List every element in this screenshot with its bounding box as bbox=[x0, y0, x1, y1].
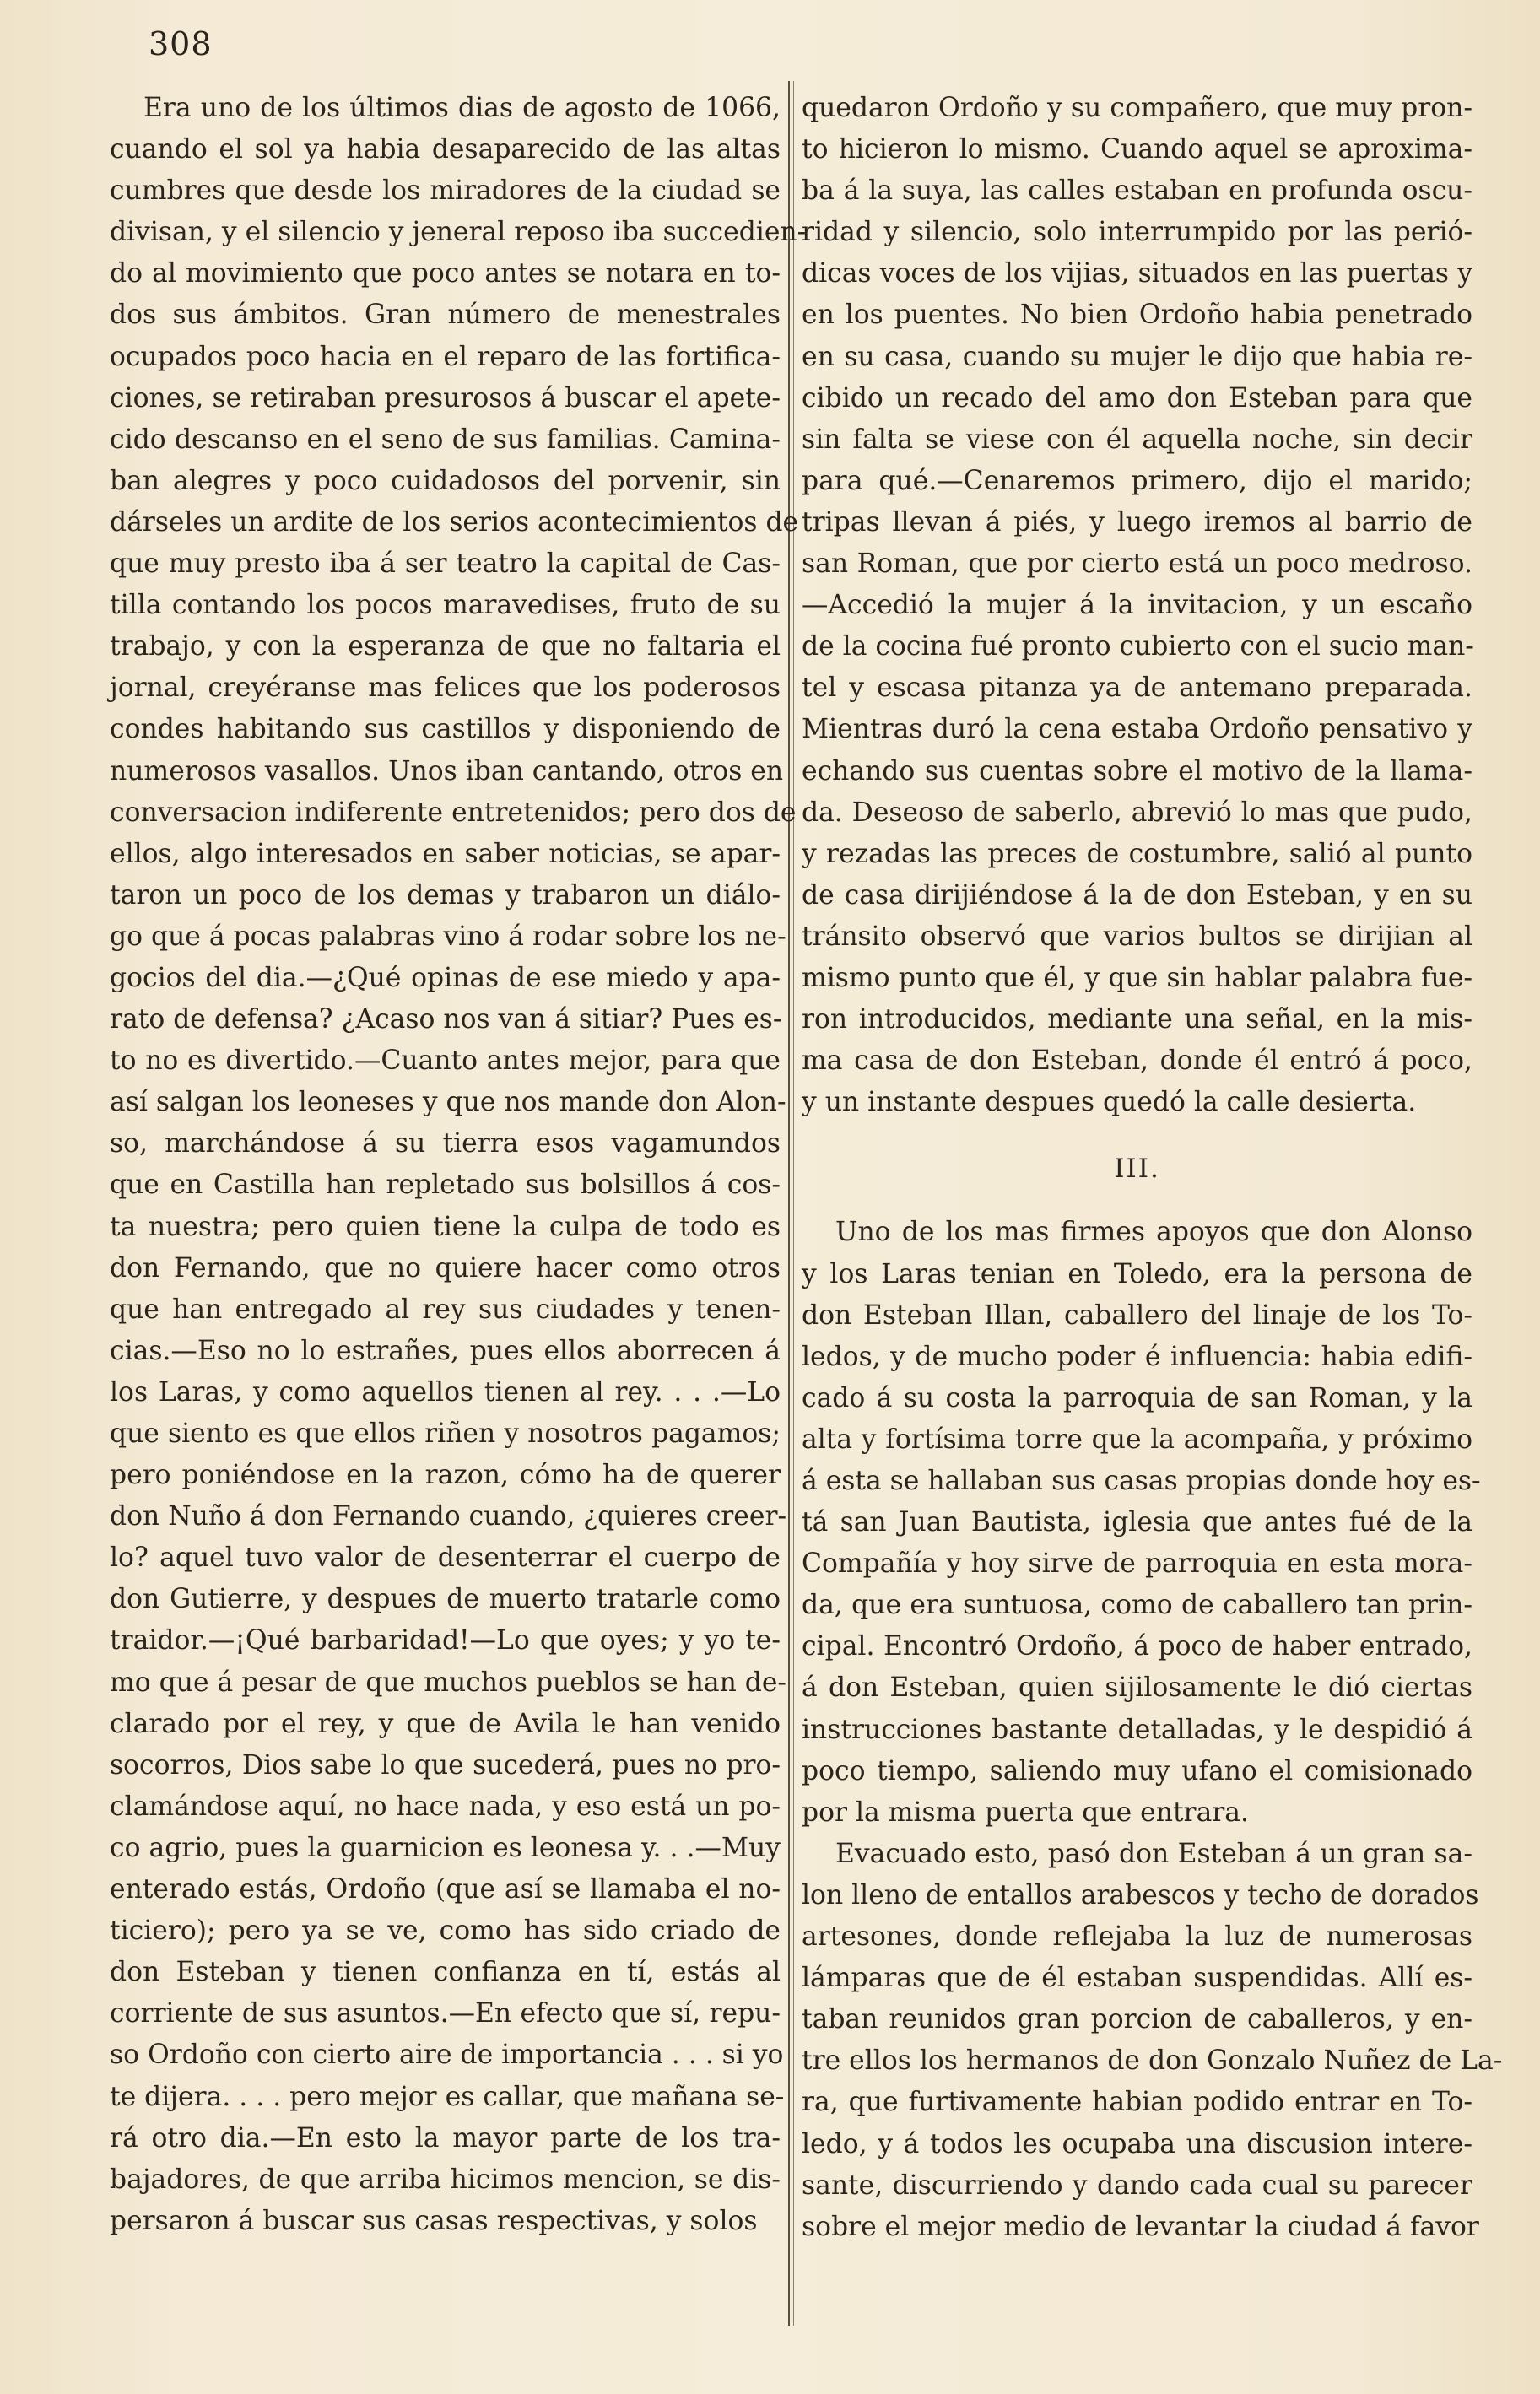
page-number: 308 bbox=[149, 25, 213, 62]
text-line: Uno de los mas firmes apoyos que don Alonso bbox=[835, 1217, 1472, 1248]
text-line: Compañía y hoy sirve de parroquia en esta mora- bbox=[802, 1548, 1472, 1580]
text-line: Evacuado esto, pasó don Esteban á un gran sa- bbox=[835, 1838, 1472, 1869]
text-line: ledo, y á todos les ocupaba una discusion intere- bbox=[802, 2128, 1472, 2159]
text-line: ledos, y de mucho poder é influencia: habia edifi- bbox=[802, 1341, 1472, 1372]
text-line: ma casa de don Esteban, donde él entró á poco, bbox=[802, 1046, 1472, 1077]
text-line: poco tiempo, saliendo muy ufano el comisionado bbox=[802, 1755, 1472, 1786]
text-line: cias.—Eso no lo estrañes, pues ellos aborrecen á bbox=[110, 1335, 781, 1366]
text-line: socorros, Dios sabe lo que sucederá, pues no pro- bbox=[110, 1749, 781, 1781]
text-line: sobre el mejor medio de levantar la ciudad á favor bbox=[802, 2211, 1479, 2242]
text-line: alta y fortísima torre que la acompaña, y próximo bbox=[802, 1424, 1472, 1455]
text-line: —Accedió la mujer á la invitacion, y un escaño bbox=[802, 590, 1472, 621]
text-line: cumbres que desde los miradores de la ciudad se bbox=[110, 176, 781, 207]
text-line: á esta se hallaban sus casas propias donde hoy es- bbox=[802, 1466, 1481, 1496]
text-line: pero poniéndose en la razon, cómo ha de querer bbox=[110, 1460, 781, 1491]
text-line: los Laras, y como aquellos tienen al rey. . . .—Lo bbox=[110, 1376, 781, 1408]
text-line: ridad y silencio, solo interrumpido por las perió- bbox=[802, 217, 1472, 248]
text-line: tripas llevan á piés, y luego iremos al barrio de bbox=[802, 506, 1472, 538]
text-line: clarado por el rey, y que de Avila le han venido bbox=[110, 1708, 781, 1739]
text-line: artesones, donde reflejaba la luz de numerosas bbox=[802, 1921, 1472, 1953]
text-line: mo que á pesar de que muchos pueblos se han de- bbox=[110, 1667, 787, 1698]
text-line: ticiero); pero ya se ve, como has sido criado de bbox=[110, 1916, 781, 1947]
text-line: mismo punto que él, y que sin hablar palabra fue- bbox=[802, 962, 1472, 993]
text-line: go que á pocas palabras vino á rodar sobre los ne- bbox=[110, 921, 786, 952]
text-line: enterado estás, Ordoño (que así se llamaba el no- bbox=[110, 1874, 781, 1905]
text-line: rá otro dia.—En esto la mayor parte de los tra- bbox=[110, 2122, 781, 2154]
text-line: don Esteban Illan, caballero del linaje de los To- bbox=[802, 1300, 1472, 1331]
text-line: cido descanso en el seno de sus familias. Camina- bbox=[110, 424, 781, 455]
section-heading: III. bbox=[1114, 1154, 1160, 1185]
text-line: así salgan los leoneses y que nos mande don Alon- bbox=[110, 1087, 786, 1118]
text-line: cibido un recado del amo don Esteban para que bbox=[802, 382, 1472, 413]
text-line: tilla contando los pocos maravedises, fruto de su bbox=[110, 590, 781, 621]
text-line: bajadores, de que arriba hicimos mencion, se dis- bbox=[110, 2164, 781, 2195]
text-line: san Roman, que por cierto está un poco medroso. bbox=[802, 549, 1472, 580]
text-line: dárseles un ardite de los serios acontecimientos de bbox=[110, 506, 799, 538]
text-line: á don Esteban, quien sijilosamente le dió ciertas bbox=[802, 1673, 1472, 1704]
text-line: jornal, creyéranse mas felices que los poderosos bbox=[110, 673, 781, 704]
text-line: tránsito observó que varios bultos se dirijian al bbox=[802, 921, 1472, 952]
text-line: en los puentes. No bien Ordoño habia penetrado bbox=[802, 300, 1472, 331]
right-column-paragraph-1 bbox=[802, 88, 1472, 1123]
text-line: sin falta se viese con él aquella noche, sin decir bbox=[802, 424, 1472, 455]
text-line: que siento es que ellos riñen y nosotros pagamos; bbox=[110, 1419, 781, 1449]
text-line: numerosos vasallos. Unos iban cantando, otros en bbox=[110, 755, 784, 786]
text-line: tre ellos los hermanos de don Gonzalo Nuñez de La- bbox=[802, 2045, 1503, 2077]
text-line: to hicieron lo mismo. Cuando aquel se aproxima- bbox=[802, 134, 1472, 165]
text-line: ba á la suya, las calles estaban en profunda oscu- bbox=[802, 176, 1472, 207]
text-line: de la cocina fué pronto cubierto con el sucio man- bbox=[802, 631, 1474, 662]
text-line: don Fernando, que no quiere hacer como otros bbox=[110, 1252, 781, 1283]
text-line: ta nuestra; pero quien tiene la culpa de todo es bbox=[110, 1211, 781, 1242]
text-line: ellos, algo interesados en saber noticias, se apar- bbox=[110, 838, 781, 869]
text-line: persaron á buscar sus casas respectivas, y solos bbox=[110, 2205, 758, 2236]
text-line: que han entregado al rey sus ciudades y tenen- bbox=[110, 1294, 781, 1325]
text-line: corriente de sus asuntos.—En efecto que sí, repu- bbox=[110, 1998, 781, 2029]
text-line: dos sus ámbitos. Gran número de menestrales bbox=[110, 300, 781, 331]
text-line: dicas voces de los vijias, situados en las puertas y bbox=[802, 258, 1472, 289]
text-line: traidor.—¡Qué barbaridad!—Lo que oyes; y yo te- bbox=[110, 1625, 781, 1656]
text-line: to no es divertido.—Cuanto antes mejor, para que bbox=[110, 1046, 781, 1077]
right-column bbox=[802, 88, 1503, 2248]
text-line: y los Laras tenian en Toledo, era la persona de bbox=[802, 1258, 1472, 1289]
text-line: ocupados poco hacia en el reparo de las fortifica- bbox=[110, 341, 781, 372]
text-line: tel y escasa pitanza ya de antemano preparada. bbox=[802, 673, 1472, 704]
text-line: sante, discurriendo y dando cada cual su parecer bbox=[802, 2170, 1472, 2201]
text-line: que en Castilla han repletado sus bolsillos á cos- bbox=[110, 1170, 781, 1201]
text-line: de casa dirijiéndose á la de don Esteban, y en su bbox=[802, 879, 1472, 911]
text-line: y rezadas las preces de costumbre, salió al punto bbox=[802, 838, 1472, 869]
text-line: divisan, y el silencio y jeneral reposo iba succedien- bbox=[110, 217, 807, 248]
text-line: taban reunidos gran porcion de caballeros, y en- bbox=[802, 2004, 1472, 2035]
text-line: ron introducidos, mediante una señal, en la mis- bbox=[802, 1004, 1472, 1035]
text-line: so Ordoño con cierto aire de importancia . . . si yo bbox=[110, 2040, 784, 2071]
text-line: ra, que furtivamente habian podido entrar en To- bbox=[802, 2087, 1472, 2118]
text-line: rato de defensa? ¿Acaso nos van á sitiar? Pues es- bbox=[110, 1004, 782, 1035]
text-line: don Esteban y tienen confianza en tí, estás al bbox=[110, 1957, 781, 1988]
text-line: que muy presto iba á ser teatro la capital de Cas- bbox=[110, 549, 781, 580]
text-line: cuando el sol ya habia desaparecido de las altas bbox=[110, 134, 781, 165]
text-line: condes habitando sus castillos y disponiendo de bbox=[110, 714, 781, 745]
text-line: lon lleno de entallos arabescos y techo de dorados bbox=[802, 1879, 1479, 1910]
text-line: gocios del dia.—¿Qué opinas de ese miedo y apa- bbox=[110, 962, 781, 993]
text-line: ciones, se retiraban presurosos á buscar el apete- bbox=[110, 382, 781, 413]
text-line: te dijera. . . . pero mejor es callar, que mañana se- bbox=[110, 2081, 785, 2112]
column-rule bbox=[788, 81, 790, 2326]
text-line: tá san Juan Bautista, iglesia que antes fué de la bbox=[802, 1507, 1472, 1538]
right-column-paragraph-3 bbox=[802, 1834, 1503, 2248]
column-rule-thin bbox=[793, 81, 794, 2326]
text-line: quedaron Ordoño y su compañero, que muy pron- bbox=[802, 93, 1472, 123]
text-line: trabajo, y con la esperanza de que no faltaria el bbox=[110, 631, 781, 662]
text-line: por la misma puerta que entrara. bbox=[802, 1797, 1249, 1828]
text-line: lo? aquel tuvo valor de desenterrar el cuerpo de bbox=[110, 1543, 781, 1574]
text-line: cado á su costa la parroquia de san Roman, y la bbox=[802, 1382, 1472, 1413]
text-line: lámparas que de él estaban suspendidas. Allí es- bbox=[802, 1963, 1472, 1994]
left-column bbox=[110, 88, 807, 2242]
text-line: para qué.—Cenaremos primero, dijo el marido; bbox=[802, 465, 1472, 496]
text-line: echando sus cuentas sobre el motivo de la llama- bbox=[802, 755, 1472, 786]
text-line: ban alegres y poco cuidadosos del porvenir, sin bbox=[110, 465, 781, 496]
text-line: co agrio, pues la guarnicion es leonesa y. . .—Muy bbox=[110, 1832, 781, 1863]
text-line: instrucciones bastante detalladas, y le despidió á bbox=[802, 1714, 1472, 1745]
text-line: da, que era suntuosa, como de caballero tan prin- bbox=[802, 1590, 1472, 1621]
text-line: conversacion indiferente entretenidos; pero dos de bbox=[110, 797, 797, 828]
text-line: cipal. Encontró Ordoño, á poco de haber entrado, bbox=[802, 1631, 1472, 1662]
text-line: da. Deseoso de saberlo, abrevió lo mas que pudo, bbox=[802, 797, 1472, 828]
text-line: do al movimiento que poco antes se notara en to- bbox=[110, 258, 781, 289]
text-line: Era uno de los últimos dias de agosto de 1066, bbox=[143, 93, 781, 123]
right-column-paragraph-2 bbox=[802, 1212, 1481, 1833]
text-line: don Gutierre, y despues de muerto tratarle como bbox=[110, 1584, 781, 1615]
text-line: taron un poco de los demas y trabaron un diálo- bbox=[110, 879, 781, 911]
text-line: y un instante despues quedó la calle desierta. bbox=[802, 1087, 1417, 1118]
text-line: Mientras duró la cena estaba Ordoño pensativo y bbox=[802, 714, 1472, 745]
text-line: don Nuño á don Fernando cuando, ¿quieres creer- bbox=[110, 1501, 787, 1532]
text-line: en su casa, cuando su mujer le dijo que habia re- bbox=[802, 341, 1472, 372]
text-line: so, marchándose á su tierra esos vagamundos bbox=[110, 1128, 781, 1159]
text-line: clamándose aquí, no hace nada, y eso está un po- bbox=[110, 1791, 781, 1822]
